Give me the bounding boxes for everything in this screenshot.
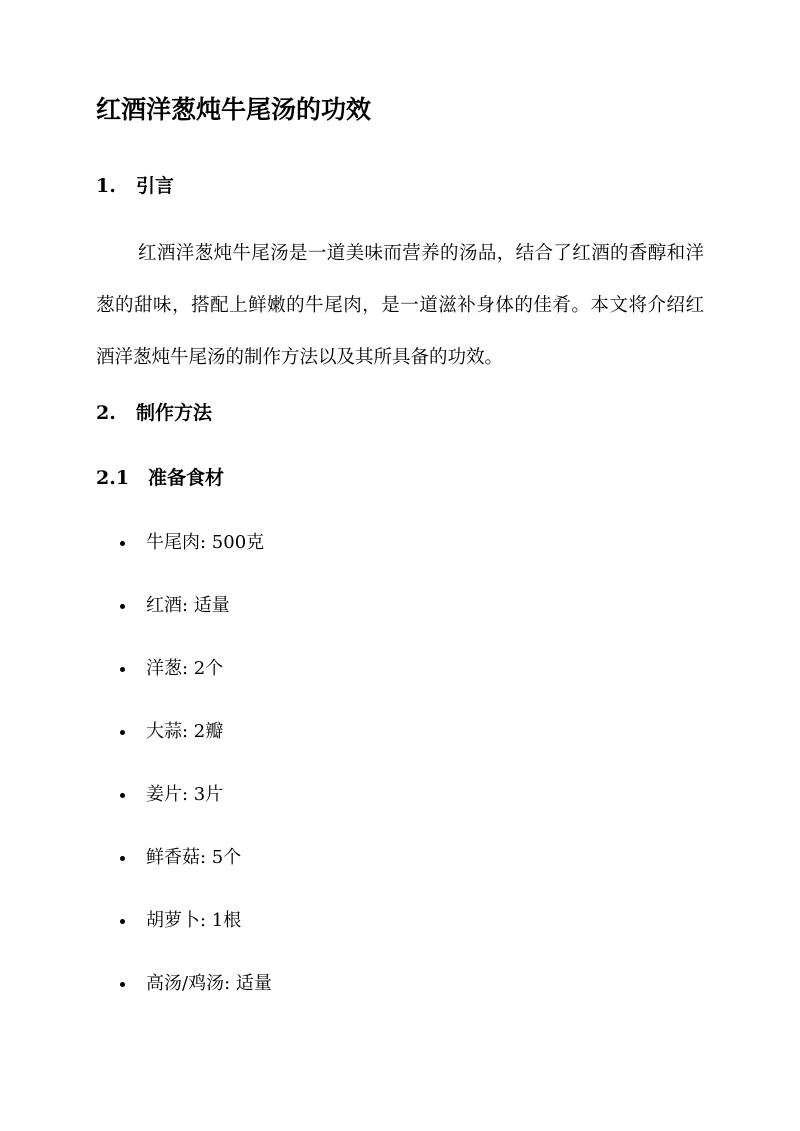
bullet-icon xyxy=(120,919,125,924)
bullet-icon xyxy=(120,667,125,672)
ingredient-list xyxy=(96,525,272,1029)
section-title: 引言 xyxy=(136,175,175,197)
section-number: 1. xyxy=(96,175,116,197)
ingredient-text: 大蒜: 2瓣 xyxy=(146,721,224,742)
bullet-icon xyxy=(120,856,125,861)
section-heading-method xyxy=(96,399,212,427)
ingredient-text: 鲜香菇: 5个 xyxy=(146,847,242,868)
list-item xyxy=(96,588,272,651)
introduction-paragraph: 红酒洋葱炖牛尾汤是一道美味而营养的汤品，结合了红酒的香醇和洋葱的甜味，搭配上鲜嫩的牛尾肉，是一道滋补身体的佳肴。本文将介绍红酒洋葱炖牛尾汤的制作方法以及其所具备的功效。 xyxy=(96,243,704,368)
list-item xyxy=(96,903,272,966)
ingredient-text: 红酒: 适量 xyxy=(146,595,230,616)
bullet-icon xyxy=(120,604,125,609)
ingredient-text: 高汤/鸡汤: 适量 xyxy=(146,973,272,994)
list-item xyxy=(96,651,272,714)
list-item xyxy=(96,777,272,840)
subsection-title: 准备食材 xyxy=(148,467,225,489)
bullet-icon xyxy=(120,793,125,798)
bullet-icon xyxy=(120,982,125,987)
list-item xyxy=(96,966,272,1029)
bullet-icon xyxy=(120,730,125,735)
section-heading-introduction xyxy=(96,172,174,200)
ingredient-text: 姜片: 3片 xyxy=(146,784,224,805)
document-title: 红酒洋葱炖牛尾汤的功效 xyxy=(96,95,372,124)
subsection-number: 2.1 xyxy=(96,467,130,489)
section-title: 制作方法 xyxy=(136,402,213,424)
ingredient-text: 牛尾肉: 500克 xyxy=(146,532,265,553)
bullet-icon xyxy=(120,541,125,546)
ingredient-text: 洋葱: 2个 xyxy=(146,658,224,679)
list-item xyxy=(96,714,272,777)
subsection-heading-ingredients xyxy=(96,464,224,492)
ingredient-text: 胡萝卜: 1根 xyxy=(146,910,242,931)
list-item xyxy=(96,525,272,588)
list-item xyxy=(96,840,272,903)
section-number: 2. xyxy=(96,402,116,424)
